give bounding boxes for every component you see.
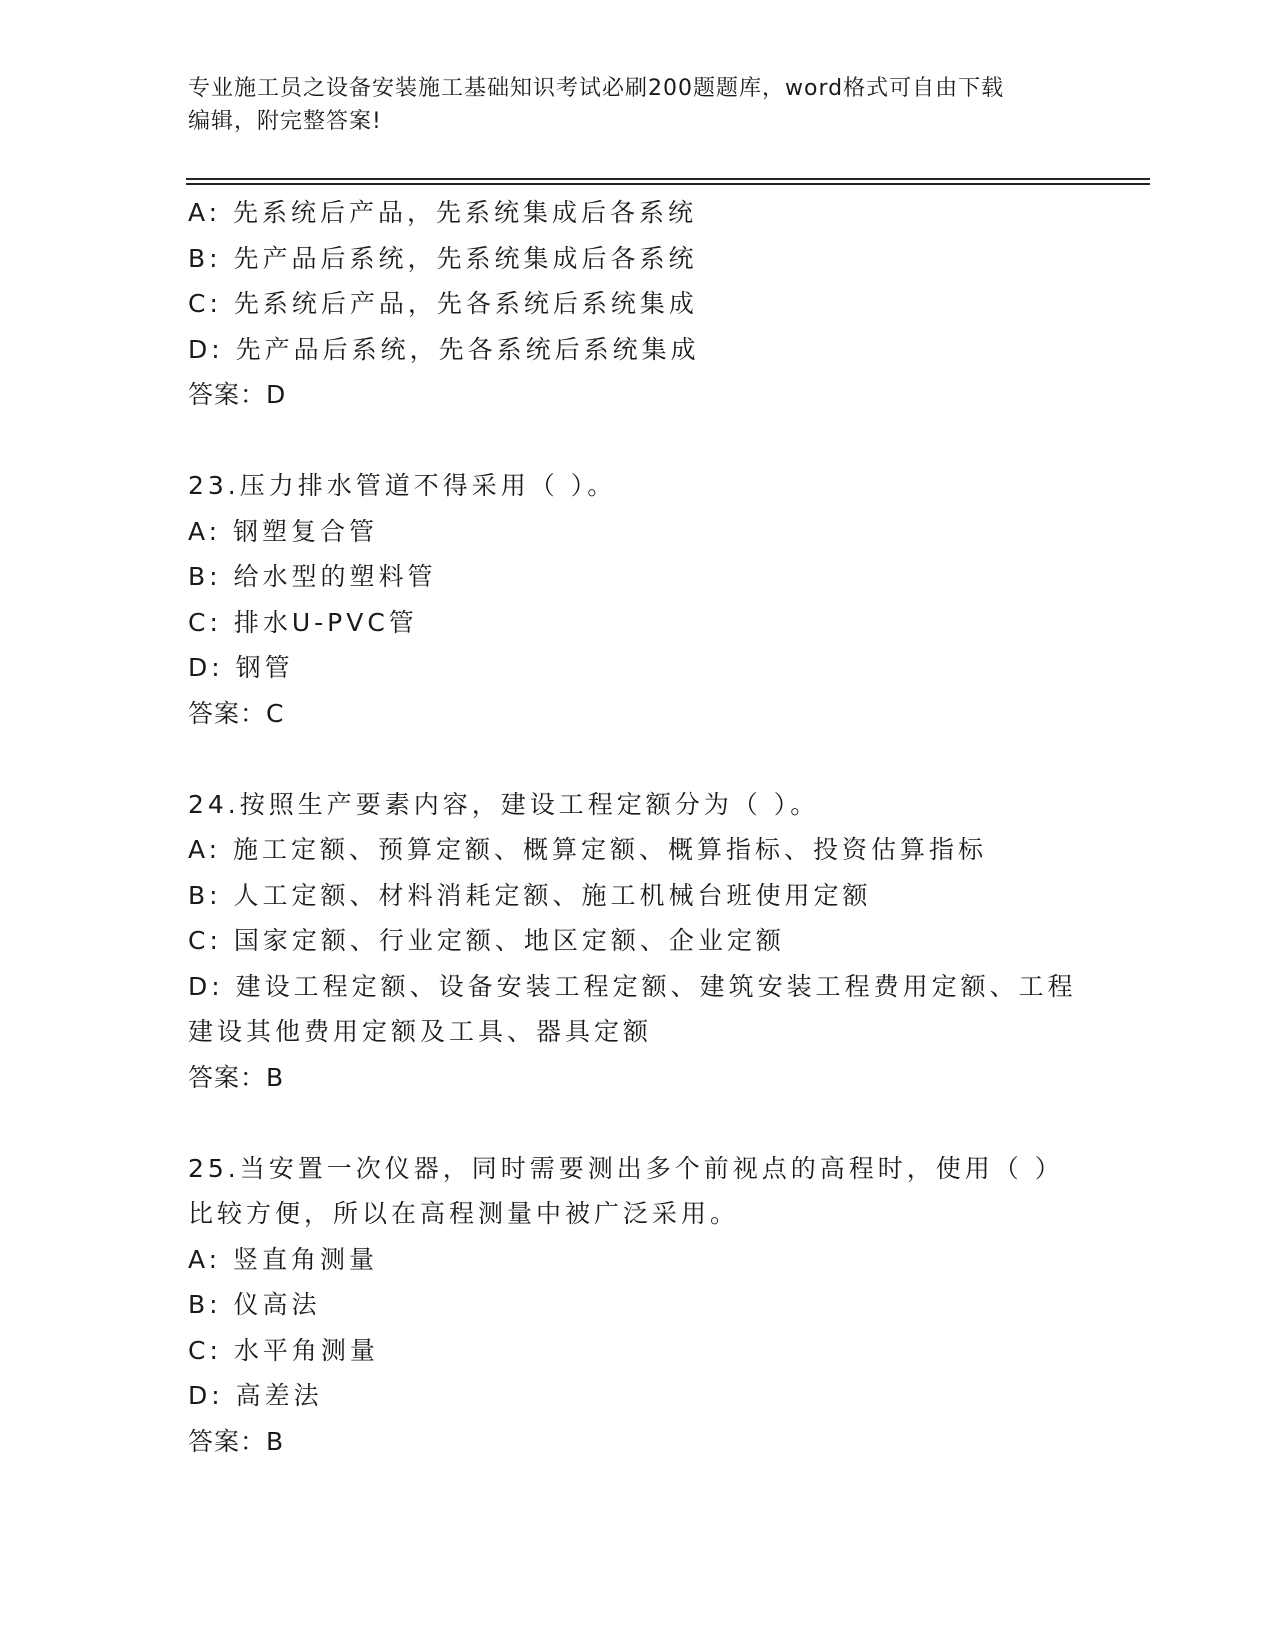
option-b: B: 人工定额、材料消耗定额、施工机械台班使用定额 [188, 880, 872, 910]
header-divider-top [186, 178, 1150, 180]
spacer [188, 1100, 1088, 1146]
spacer [188, 418, 1088, 464]
option-c: C: 国家定额、行业定额、地区定额、企业定额 [188, 926, 785, 955]
option-a: A: 钢塑复合管 [188, 516, 379, 546]
option-d: D: 钢管 [188, 653, 294, 682]
answer-line: 答案：B [188, 1426, 285, 1456]
option-a: A: 施工定额、预算定额、概算定额、概算指标、投资估算指标 [188, 835, 988, 864]
question-stem-continued: 比较方便，所以在高程测量中被广泛采用。 [188, 1199, 740, 1228]
question-block-24 [188, 782, 1088, 1101]
option-a: A: 竖直角测量 [188, 1244, 379, 1274]
option-c: C: 排水U-PVC管 [188, 607, 418, 637]
spacer [188, 736, 1088, 782]
question-list [188, 190, 1088, 1464]
option-b: B: 先产品后系统，先系统集成后各系统 [188, 243, 698, 273]
document-title-line-1: 专业施工员之设备安装施工基础知识考试必刷200题题库，word格式可自由下载 [188, 76, 1005, 101]
document-title-line-2: 编辑，附完整答案! [188, 109, 382, 134]
question-stem: 23.压力排水管道不得采用（ ）。 [188, 471, 617, 500]
option-b: B: 给水型的塑料管 [188, 562, 437, 591]
question-stem: 25.当安置一次仪器，同时需要测出多个前视点的高程时，使用（ ） [188, 1153, 1064, 1183]
option-c: C: 水平角测量 [188, 1335, 379, 1365]
option-d: D: 建设工程定额、设备安装工程定额、建筑安装工程费用定额、工程 [188, 971, 1077, 1001]
option-c: C: 先系统后产品，先各系统后系统集成 [188, 289, 698, 318]
option-d-continued: 建设其他费用定额及工具、器具定额 [188, 1017, 653, 1046]
question-block-continued [188, 190, 1088, 418]
option-d: D: 先产品后系统，先各系统后系统集成 [188, 334, 700, 364]
question-block-23 [188, 463, 1088, 736]
answer-line: 答案：D [188, 380, 287, 409]
answer-line: 答案：B [188, 1062, 285, 1092]
question-stem: 24.按照生产要素内容，建设工程定额分为（ ）。 [188, 789, 820, 819]
header-divider-bottom [186, 183, 1150, 185]
option-b: B: 仪高法 [188, 1290, 321, 1319]
document-title [188, 72, 1068, 138]
option-d: D: 高差法 [188, 1381, 323, 1410]
option-a: A: 先系统后产品，先系统集成后各系统 [188, 198, 698, 227]
question-block-25 [188, 1146, 1088, 1465]
answer-line: 答案：C [188, 698, 285, 728]
